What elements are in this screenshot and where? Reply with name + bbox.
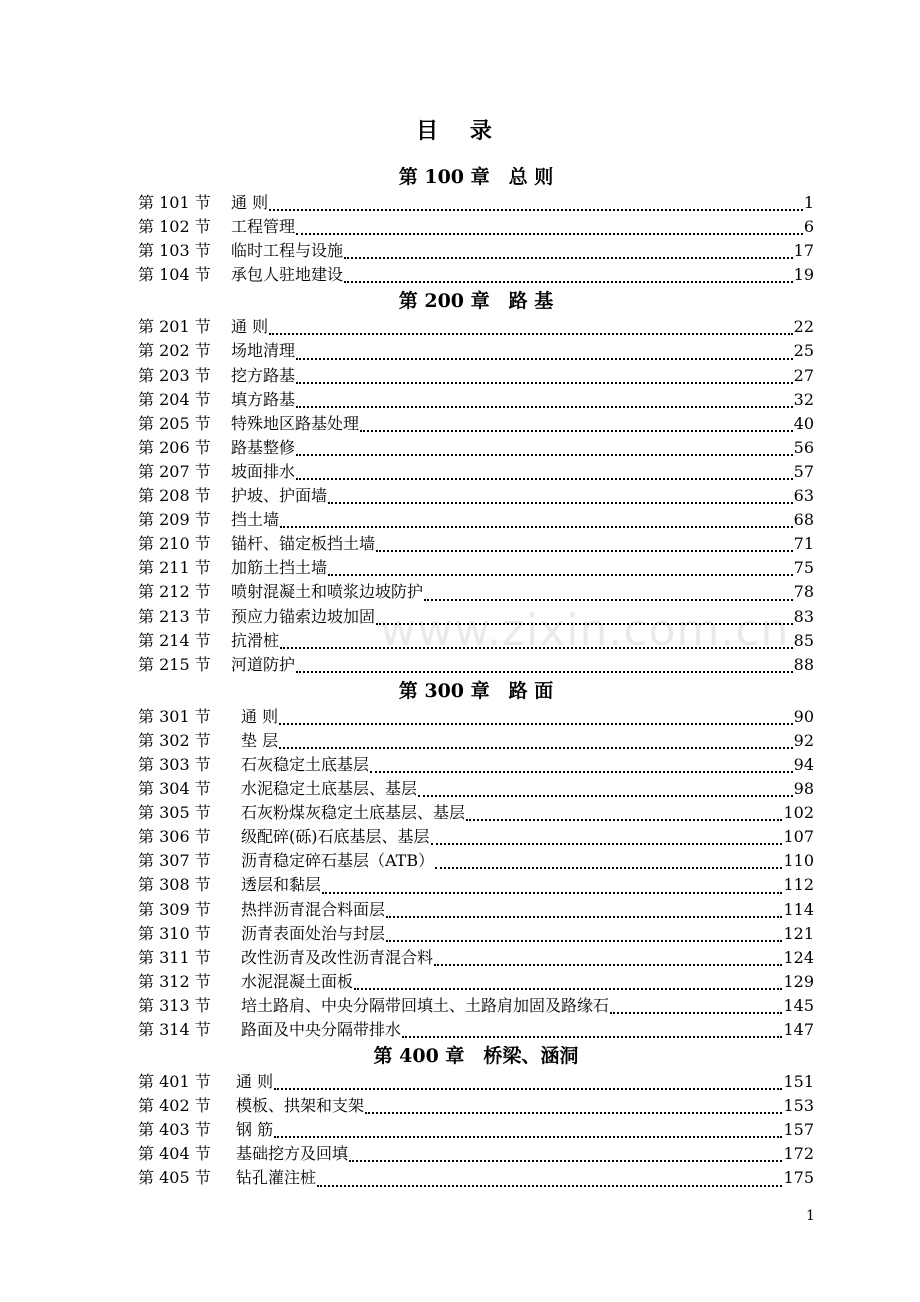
section-number: 第 308 节 <box>138 875 211 895</box>
section-title: 透层和黏层 <box>241 875 322 895</box>
section-page: 32 <box>793 389 814 409</box>
toc-entry[interactable] <box>138 412 814 436</box>
toc-entry[interactable] <box>138 777 814 801</box>
toc-entry[interactable] <box>138 898 814 922</box>
section-title: 挡土墙 <box>231 510 280 530</box>
section-title: 路面及中央分隔带排水 <box>241 1020 402 1039</box>
section-title: 场地清理 <box>231 341 296 361</box>
toc-entry[interactable] <box>138 508 814 532</box>
section-page: 90 <box>793 706 814 726</box>
section-title: 通 则 <box>241 706 279 726</box>
dot-leader <box>296 338 793 360</box>
section-number: 第 103 节 <box>138 241 211 261</box>
section-page: 175 <box>783 1168 814 1188</box>
dot-leader <box>360 410 793 432</box>
toc-entry[interactable] <box>138 653 814 677</box>
section-number: 第 101 节 <box>138 193 211 212</box>
section-number: 第 203 节 <box>138 365 211 385</box>
section-title: 通 则 <box>231 193 269 212</box>
toc-entry[interactable] <box>138 729 814 753</box>
section-page: 172 <box>783 1144 814 1164</box>
toc-entry[interactable] <box>138 315 814 339</box>
chapter-heading: 第 400 章 桥梁、涵洞 <box>373 1045 579 1068</box>
dot-leader <box>296 651 793 673</box>
section-title: 护坡、护面墙 <box>231 486 328 506</box>
dot-leader <box>328 554 793 576</box>
section-page: 63 <box>793 486 814 506</box>
toc-entry[interactable] <box>138 388 814 412</box>
section-number: 第 302 节 <box>138 730 211 750</box>
dot-leader <box>296 458 793 480</box>
section-number: 第 404 节 <box>138 1144 211 1164</box>
section-number: 第 310 节 <box>138 923 211 943</box>
section-title: 挖方路基 <box>231 365 296 385</box>
section-page: 151 <box>783 1072 814 1092</box>
section-title: 加筋土挡土墙 <box>231 558 328 578</box>
section-page: 107 <box>783 827 814 847</box>
section-page: 83 <box>793 606 814 626</box>
section-page: 92 <box>793 730 814 750</box>
toc-entry[interactable] <box>138 556 814 580</box>
section-title: 石灰粉煤灰稳定土底基层、基层 <box>241 803 466 823</box>
section-title: 热拌沥青混合料面层 <box>241 899 386 919</box>
toc-entry[interactable] <box>138 1070 814 1094</box>
section-number: 第 301 节 <box>138 706 211 726</box>
chapter-heading: 第 100 章 总 则 <box>398 166 554 188</box>
section-number: 第 403 节 <box>138 1120 211 1140</box>
chapter-heading: 第 300 章 路 面 <box>398 679 554 702</box>
section-title: 通 则 <box>231 317 269 337</box>
section-page: 124 <box>783 947 814 967</box>
section-number: 第 314 节 <box>138 1020 211 1039</box>
chapter-heading: 第 200 章 路 基 <box>398 290 554 313</box>
toc-entry[interactable] <box>138 484 814 508</box>
toc-entry[interactable] <box>138 215 814 239</box>
dot-leader <box>376 530 793 552</box>
toc-entry[interactable] <box>138 239 814 263</box>
section-number: 第 311 节 <box>138 947 211 967</box>
dot-leader <box>610 992 782 1014</box>
dot-leader <box>386 920 782 942</box>
section-title: 水泥稳定土底基层、基层 <box>241 779 418 799</box>
section-title: 钢 筋 <box>236 1120 274 1140</box>
section-page: 40 <box>793 413 814 433</box>
section-number: 第 401 节 <box>138 1072 211 1092</box>
section-title: 填方路基 <box>231 389 296 409</box>
section-number: 第 102 节 <box>138 217 211 237</box>
toc-entry[interactable] <box>138 1018 814 1042</box>
section-page: 129 <box>783 971 814 991</box>
toc-entry[interactable] <box>138 946 814 970</box>
section-title: 通 则 <box>236 1072 274 1092</box>
toc-entry[interactable] <box>138 994 814 1018</box>
section-page: 78 <box>793 582 814 602</box>
dot-leader <box>354 968 782 990</box>
section-number: 第 104 节 <box>138 265 211 285</box>
section-title: 河道防护 <box>231 654 296 674</box>
section-title: 临时工程与设施 <box>231 241 344 261</box>
section-page: 157 <box>783 1120 814 1140</box>
section-title: 抗滑桩 <box>231 630 280 650</box>
dot-leader <box>344 261 793 283</box>
section-page: 94 <box>793 754 814 774</box>
toc-entry[interactable] <box>138 849 814 873</box>
section-number: 第 312 节 <box>138 971 211 991</box>
dot-leader <box>424 579 793 601</box>
toc-entry[interactable] <box>138 825 814 849</box>
section-number: 第 313 节 <box>138 995 211 1015</box>
section-page: 25 <box>793 341 814 361</box>
section-page: 153 <box>783 1096 814 1116</box>
section-title: 级配碎(砾)石底基层、基层 <box>241 827 430 847</box>
dot-leader <box>274 1116 782 1138</box>
section-number: 第 213 节 <box>138 606 211 626</box>
dot-leader <box>435 847 782 869</box>
dot-leader <box>344 237 793 259</box>
toc-entry[interactable] <box>138 364 814 388</box>
section-title: 基础挖方及回填 <box>236 1144 349 1164</box>
section-title: 沥青表面处治与封层 <box>241 923 386 943</box>
dot-leader <box>349 1140 782 1162</box>
section-page: 85 <box>793 630 814 650</box>
toc-entry[interactable] <box>138 629 814 653</box>
dot-leader <box>296 362 793 384</box>
dot-leader <box>296 386 793 408</box>
section-title: 坡面排水 <box>231 461 296 481</box>
section-page: 110 <box>783 851 814 871</box>
section-number: 第 207 节 <box>138 461 211 481</box>
dot-leader <box>279 727 793 749</box>
section-number: 第 306 节 <box>138 827 211 847</box>
dot-leader <box>376 603 793 625</box>
toc-entry[interactable] <box>138 1118 814 1142</box>
dot-leader <box>274 1068 782 1090</box>
dot-leader <box>269 189 803 211</box>
toc-entry[interactable] <box>138 436 814 460</box>
section-number: 第 402 节 <box>138 1096 211 1116</box>
section-page: 145 <box>783 995 814 1015</box>
toc-entry[interactable] <box>138 1166 814 1190</box>
section-title: 工程管理 <box>231 217 296 237</box>
section-page: 17 <box>793 241 814 261</box>
section-title: 水泥混凝土面板 <box>241 971 354 991</box>
section-page: 56 <box>793 437 814 457</box>
toc-entry[interactable] <box>138 580 814 604</box>
section-title: 路基整修 <box>231 437 296 457</box>
section-number: 第 303 节 <box>138 754 211 774</box>
section-number: 第 405 节 <box>138 1168 211 1188</box>
section-page: 147 <box>783 1020 814 1039</box>
section-number: 第 210 节 <box>138 534 211 554</box>
toc-entry[interactable] <box>138 532 814 556</box>
dot-leader <box>402 1016 782 1038</box>
dot-leader <box>280 627 793 649</box>
section-title: 沥青稳定碎石基层（ATB） <box>241 851 435 871</box>
section-title: 垫 层 <box>241 730 279 750</box>
section-page: 98 <box>793 779 814 799</box>
dot-leader <box>365 1092 782 1114</box>
section-title: 改性沥青及改性沥青混合料 <box>241 947 434 967</box>
section-number: 第 214 节 <box>138 630 211 650</box>
section-number: 第 215 节 <box>138 654 211 674</box>
dot-leader <box>296 213 803 235</box>
toc-entry[interactable] <box>138 263 814 287</box>
section-number: 第 202 节 <box>138 341 211 361</box>
toc-entry[interactable] <box>138 605 814 629</box>
section-title: 钻孔灌注桩 <box>236 1168 317 1188</box>
section-page: 71 <box>793 534 814 554</box>
section-number: 第 201 节 <box>138 317 211 337</box>
section-page: 112 <box>783 875 814 895</box>
section-page: 57 <box>793 461 814 481</box>
section-number: 第 204 节 <box>138 389 211 409</box>
section-number: 第 212 节 <box>138 582 211 602</box>
section-page: 1 <box>803 193 814 212</box>
section-title: 培土路肩、中央分隔带回填土、土路肩加固及路缘石 <box>241 995 610 1015</box>
section-title: 预应力锚索边坡加固 <box>231 606 376 626</box>
toc-entry[interactable] <box>138 191 814 215</box>
section-number: 第 305 节 <box>138 803 211 823</box>
dot-leader <box>296 434 793 456</box>
dot-leader <box>466 799 782 821</box>
dot-leader <box>269 313 793 335</box>
section-page: 6 <box>803 217 814 237</box>
section-number: 第 208 节 <box>138 486 211 506</box>
section-number: 第 206 节 <box>138 437 211 457</box>
section-page: 121 <box>783 923 814 943</box>
section-page: 22 <box>793 317 814 337</box>
dot-leader <box>431 823 783 845</box>
dot-leader <box>280 506 793 528</box>
section-title: 承包人驻地建设 <box>231 265 344 285</box>
toc-entry[interactable] <box>138 873 814 897</box>
page-number: 1 <box>806 1208 815 1224</box>
dot-leader <box>317 1165 782 1187</box>
section-number: 第 211 节 <box>138 558 211 578</box>
dot-leader <box>434 944 782 966</box>
toc-entry[interactable] <box>138 922 814 946</box>
section-page: 68 <box>793 510 814 530</box>
dot-leader <box>328 482 793 504</box>
section-number: 第 304 节 <box>138 779 211 799</box>
dot-leader <box>279 703 793 725</box>
toc-entry[interactable] <box>138 339 814 363</box>
section-page: 19 <box>793 265 814 285</box>
watermark: www.zixin.com.cn <box>380 605 790 656</box>
section-number: 第 309 节 <box>138 899 211 919</box>
toc-entry[interactable] <box>138 460 814 484</box>
section-number: 第 209 节 <box>138 510 211 530</box>
section-title: 石灰稳定土底基层 <box>241 754 370 774</box>
section-number: 第 205 节 <box>138 413 211 433</box>
toc-entry[interactable] <box>138 1142 814 1166</box>
toc-entry[interactable] <box>138 705 814 729</box>
section-page: 114 <box>783 899 814 919</box>
section-title: 锚杆、锚定板挡土墙 <box>231 534 376 554</box>
dot-leader <box>386 896 782 918</box>
table-of-contents <box>138 163 814 1191</box>
section-title: 模板、拱架和支架 <box>236 1096 365 1116</box>
toc-entry[interactable] <box>138 801 814 825</box>
page-title: 目 录 <box>416 118 504 144</box>
section-number: 第 307 节 <box>138 851 211 871</box>
section-page: 102 <box>783 803 814 823</box>
section-page: 75 <box>793 558 814 578</box>
section-page: 27 <box>793 365 814 385</box>
toc-entry[interactable] <box>138 1094 814 1118</box>
toc-entry[interactable] <box>138 970 814 994</box>
section-page: 88 <box>793 654 814 674</box>
section-title: 喷射混凝土和喷浆边坡防护 <box>231 582 424 602</box>
section-title: 特殊地区路基处理 <box>231 413 360 433</box>
dot-leader <box>418 775 793 797</box>
dot-leader <box>370 751 793 773</box>
dot-leader <box>322 872 782 894</box>
toc-entry[interactable] <box>138 753 814 777</box>
